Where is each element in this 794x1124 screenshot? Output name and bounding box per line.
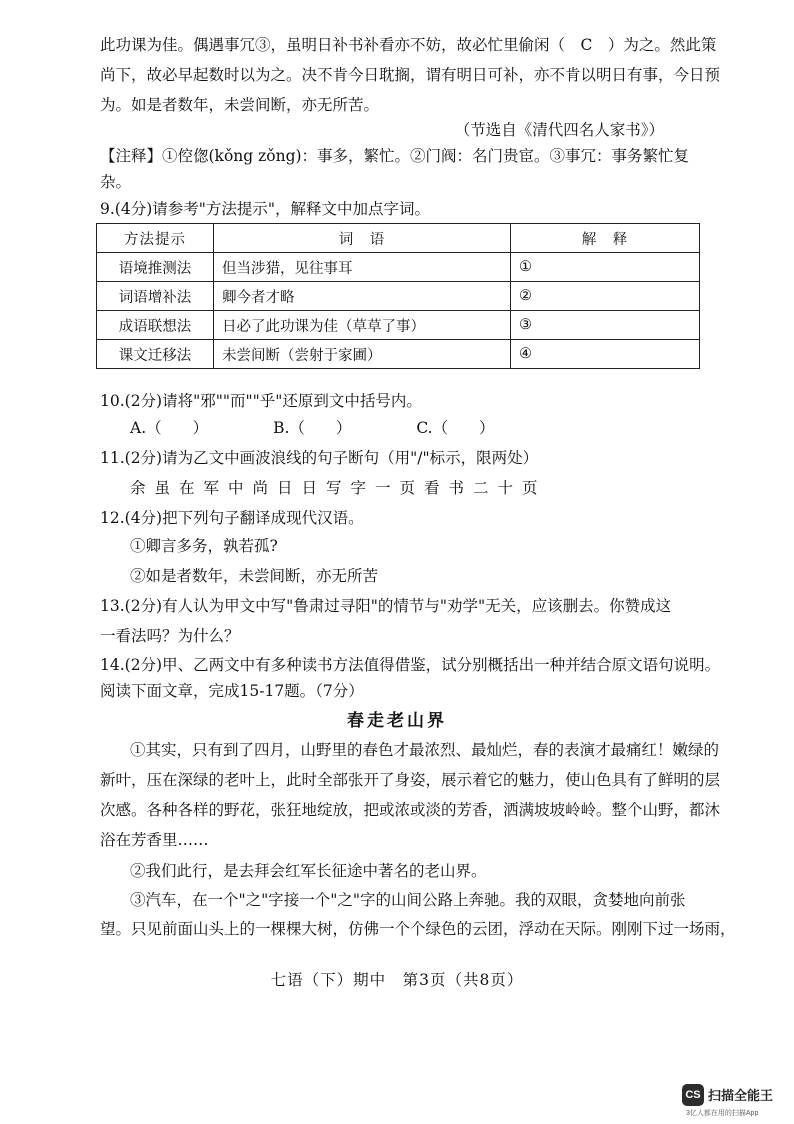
passage-line: 尚下，故必早起数时以为之。决不肯今日耽搁，谓有明日可补，亦不肯以明日有事，今日预	[100, 66, 721, 84]
table-header: 解 释	[511, 224, 700, 253]
table-header: 方法提示	[97, 224, 214, 253]
question-12-item: ①卿言多务，孰若孤?	[130, 537, 278, 555]
question-10-options	[130, 413, 698, 443]
question-14-stem: 14.(2分)甲、乙两文中有多种读书方法值得借鉴，试分别概括出一种并结合原文语句说明。	[100, 656, 721, 674]
table-row	[97, 340, 700, 369]
article-line: 望。只见前面山头上的一棵棵大树，仿佛一个个绿色的云团，浮动在天际。刚刚下过一场雨，	[100, 920, 736, 938]
notes-line: 【注释】①倥偬(kǒng zǒng)：事多，繁忙。②门阀：名门贵宦。③事冗：事务繁忙复	[100, 147, 690, 165]
article-line: 浴在芳香里……	[100, 831, 209, 849]
question-13-line: 一看法吗？为什么？	[100, 627, 240, 645]
scanner-logo-icon: CS	[682, 1084, 704, 1106]
source-citation: （节选自《清代四名人家书》）	[454, 121, 664, 139]
question-13-line: 13.(2分)有人认为甲文中写"鲁肃过寻阳"的情节与"劝学"无关，应该删去。你赞成这	[100, 597, 672, 615]
passage-line: 此功课为佳。偶遇事冗③，虽明日补书补看亦不妨，故必忙里偷闲（ C ）为之。然此策	[100, 36, 717, 54]
question-11-sentence: 余虽在军中尚日日写字一页看书二十页	[130, 479, 547, 497]
answer-cell[interactable]: ②	[511, 282, 700, 311]
notes-line: 杂。	[100, 173, 132, 191]
method-cell: 成语联想法	[97, 311, 214, 340]
answer-cell[interactable]: ④	[511, 340, 700, 369]
scanner-app-name: 扫描全能王	[708, 1088, 774, 1103]
article-title: 春走老山界	[347, 711, 447, 731]
answer-cell[interactable]: ①	[511, 253, 700, 282]
question-12-item: ②如是者数年，未尝间断，亦无所苦	[130, 567, 379, 585]
method-cell: 词语增补法	[97, 282, 214, 311]
passage-line: 为。如是者数年，未尝间断，亦无所苦。	[100, 96, 380, 114]
phrase-cell: 但当涉猎，见往事耳	[214, 253, 511, 282]
scanner-tagline: 3亿人都在用的扫描App	[686, 1110, 759, 1117]
method-cell: 语境推测法	[97, 253, 214, 282]
option-c-blank[interactable]: C.（ ）	[416, 419, 495, 437]
option-b-blank[interactable]: B.（ ）	[273, 419, 352, 437]
table-row	[97, 253, 700, 282]
table-row	[97, 311, 700, 340]
scanner-watermark	[682, 1084, 792, 1118]
phrase-cell: 卿今者才略	[214, 282, 511, 311]
method-cell: 课文迁移法	[97, 340, 214, 369]
article-line: 新叶，压在深绿的老叶上，此时全部张开了身姿，展示着它的魅力，使山色具有了鲜明的层	[100, 771, 721, 789]
method-table	[96, 223, 700, 369]
article-line: ②我们此行，是去拜会红军长征途中著名的老山界。	[130, 862, 487, 880]
table-header-row	[97, 224, 700, 253]
phrase-cell: 未尝间断（尝射于家圃）	[214, 340, 511, 369]
reading-intro: 阅读下面文章，完成15-17题。（7分）	[100, 682, 364, 700]
question-9-stem: 9.(4分)请参考"方法提示"，解释文中加点字词。	[100, 200, 431, 218]
answer-cell[interactable]: ③	[511, 311, 700, 340]
article-line: ③汽车，在一个"之"字接一个"之"字的山间公路上奔驰。我的双眼，贪婪地向前张	[130, 891, 686, 909]
table-header: 词 语	[214, 224, 511, 253]
table-row	[97, 282, 700, 311]
article-line: ①其实，只有到了四月，山野里的春色才最浓烈、最灿烂，春的表演才最痛红！嫩绿的	[130, 741, 720, 759]
article-line: 次感。各种各样的野花，张狂地绽放，把或浓或淡的芳香，洒满坡坡岭岭。整个山野，都沐	[100, 801, 721, 819]
option-a-blank[interactable]: A.（ ）	[130, 419, 209, 437]
question-10-stem: 10.(2分)请将"邪""而""乎"还原到文中括号内。	[100, 392, 422, 410]
question-12-stem: 12.(4分)把下列句子翻译成现代汉语。	[100, 509, 364, 527]
phrase-cell: 日必了此功课为佳（草草了事）	[214, 311, 511, 340]
question-11-stem: 11.(2分)请为乙文中画波浪线的句子断句（用"/"标示，限两处）	[100, 449, 539, 467]
page-footer: 七语（下）期中 第3页（共8页）	[270, 971, 524, 989]
